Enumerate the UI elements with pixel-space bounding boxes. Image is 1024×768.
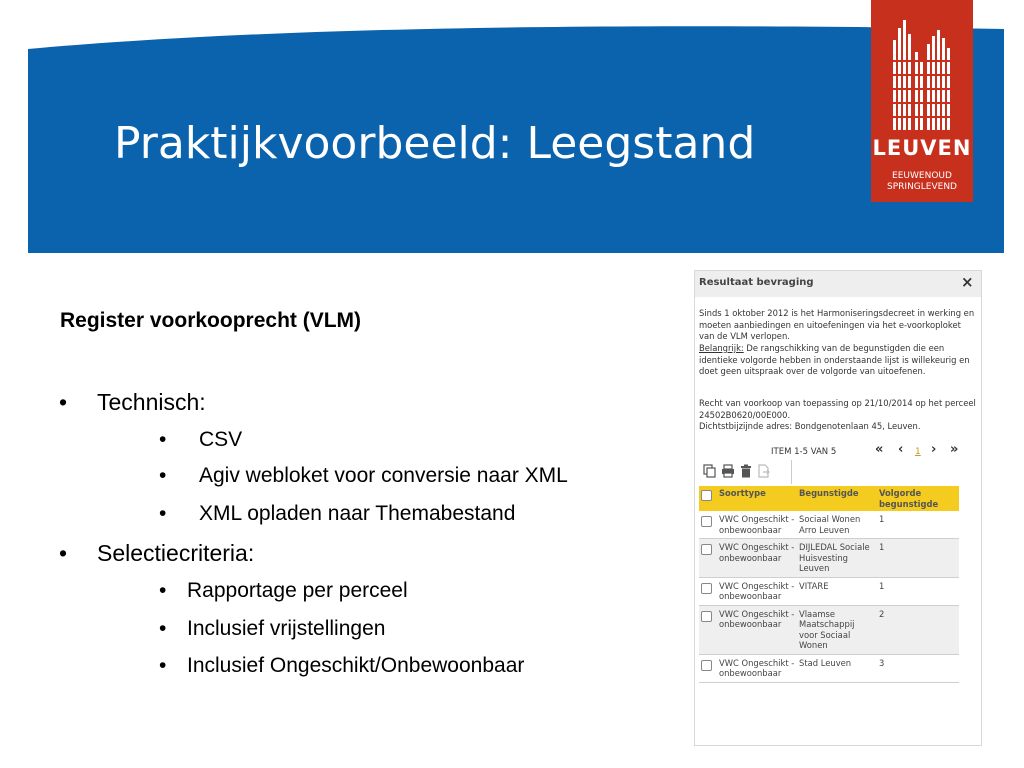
important-text: De rangschikking van de begunstigden die een identieke volgorde hebben in onderstaande lijst is willekeurig en doet geen uitspraak over de volgorde van uitoefenen. bbox=[699, 343, 970, 377]
table-header-row bbox=[699, 486, 959, 511]
panel-info: Recht van voorkoop van toepassing op 21/10/2014 op het perceel 24502B0620/00E000. bbox=[699, 398, 976, 420]
panel-important bbox=[699, 343, 977, 378]
slide-title: Praktijkvoorbeeld: Leegstand bbox=[114, 118, 756, 169]
subheading: Register voorkooprecht (VLM) bbox=[60, 309, 362, 332]
subbullet-label: XML opladen naar Themabestand bbox=[199, 502, 516, 525]
skyline-icon bbox=[871, 0, 973, 130]
cell-order: 1 bbox=[877, 577, 959, 605]
subbullet bbox=[159, 617, 386, 641]
result-panel bbox=[694, 270, 982, 746]
panel-address: Dichtstbijzijnde adres: Bondgenotenlaan 45, Leuven. bbox=[699, 421, 921, 431]
cell-beneficiary: DIJLEDAL Sociale Huisvesting Leuven bbox=[797, 539, 877, 578]
cell-type: VWC Ongeschikt - onbewoonbaar bbox=[717, 605, 797, 654]
bullet-technisch bbox=[59, 389, 206, 416]
cell-type: VWC Ongeschikt - onbewoonbaar bbox=[717, 539, 797, 578]
subbullet bbox=[159, 502, 516, 526]
important-label: Belangrijk: bbox=[699, 343, 744, 353]
panel-header bbox=[695, 271, 981, 297]
cell-type: VWC Ongeschikt - onbewoonbaar bbox=[717, 654, 797, 682]
subbullet bbox=[159, 579, 408, 603]
bullet-selectiecriteria bbox=[59, 540, 255, 567]
subbullet bbox=[159, 428, 243, 452]
bullet-label: Selectiecriteria: bbox=[97, 540, 255, 566]
subbullet-label: Rapportage per perceel bbox=[187, 579, 408, 602]
bullet-dot: • bbox=[159, 502, 167, 525]
subbullet bbox=[159, 654, 525, 678]
subbullet-label: Inclusief Ongeschikt/Onbewoonbaar bbox=[187, 654, 525, 677]
table-row[interactable] bbox=[699, 539, 959, 578]
column-header: Soorttype bbox=[717, 486, 797, 511]
bullet-dot: • bbox=[159, 579, 167, 602]
first-page-icon[interactable]: « bbox=[875, 442, 884, 457]
panel-intro: Sinds 1 oktober 2012 is het Harmoniseringsdecreet in werking en moeten aanbiedingen en uitoefeningen via het e-voorkoploket van de VLM verlopen. bbox=[699, 308, 975, 342]
cell-order: 3 bbox=[877, 654, 959, 682]
bullet-label: Technisch: bbox=[97, 389, 206, 415]
pager-info: ITEM 1-5 VAN 5 bbox=[771, 447, 837, 457]
row-checkbox[interactable] bbox=[701, 544, 712, 555]
prev-page-icon[interactable]: ‹ bbox=[898, 442, 904, 457]
trash-icon[interactable] bbox=[739, 464, 753, 478]
subbullet-label: CSV bbox=[199, 428, 243, 451]
toolbar-divider bbox=[791, 460, 792, 484]
cell-beneficiary: Vlaamse Maatschappij voor Sociaal Wonen bbox=[797, 605, 877, 654]
bullet-dot: • bbox=[59, 540, 68, 566]
row-checkbox[interactable] bbox=[701, 611, 712, 622]
cell-beneficiary: Stad Leuven bbox=[797, 654, 877, 682]
bullet-dot: • bbox=[159, 428, 167, 451]
leuven-logo bbox=[871, 0, 973, 202]
logo-tagline-2: SPRINGLEVEND bbox=[887, 182, 957, 192]
row-checkbox[interactable] bbox=[701, 516, 712, 527]
cell-type: VWC Ongeschikt - onbewoonbaar bbox=[717, 511, 797, 539]
last-page-icon[interactable]: » bbox=[950, 442, 959, 457]
export-icon[interactable] bbox=[757, 464, 771, 478]
table-row[interactable] bbox=[699, 605, 959, 654]
bullet-dot: • bbox=[59, 389, 68, 415]
subbullet-label: Inclusief vrijstellingen bbox=[187, 617, 386, 640]
select-all-checkbox[interactable] bbox=[701, 490, 712, 501]
cell-beneficiary: VITARE bbox=[797, 577, 877, 605]
table-row[interactable] bbox=[699, 511, 959, 539]
next-page-icon[interactable]: › bbox=[931, 442, 937, 457]
close-icon[interactable]: × bbox=[961, 273, 974, 291]
column-header: Begunstigde bbox=[797, 486, 877, 511]
column-header: Volgorde begunstigde bbox=[877, 486, 959, 511]
logo-name: LEUVEN bbox=[872, 136, 972, 160]
subbullet-label: Agiv webloket voor conversie naar XML bbox=[199, 464, 568, 487]
cell-order: 2 bbox=[877, 605, 959, 654]
logo-tagline-1: EEUWENOUD bbox=[892, 171, 952, 181]
page-link[interactable]: 1 bbox=[915, 447, 921, 457]
results-table bbox=[699, 486, 959, 683]
cell-beneficiary: Sociaal Wonen Arro Leuven bbox=[797, 511, 877, 539]
bullet-dot: • bbox=[159, 464, 167, 487]
subbullet bbox=[159, 464, 568, 488]
row-checkbox[interactable] bbox=[701, 583, 712, 594]
copy-icon[interactable] bbox=[703, 464, 717, 478]
row-checkbox[interactable] bbox=[701, 660, 712, 671]
bullet-dot: • bbox=[159, 617, 167, 640]
table-row[interactable] bbox=[699, 654, 959, 682]
bullet-dot: • bbox=[159, 654, 167, 677]
print-icon[interactable] bbox=[721, 464, 735, 478]
panel-title: Resultaat bevraging bbox=[699, 277, 814, 288]
cell-order: 1 bbox=[877, 511, 959, 539]
cell-order: 1 bbox=[877, 539, 959, 578]
table-row[interactable] bbox=[699, 577, 959, 605]
cell-type: VWC Ongeschikt - onbewoonbaar bbox=[717, 577, 797, 605]
